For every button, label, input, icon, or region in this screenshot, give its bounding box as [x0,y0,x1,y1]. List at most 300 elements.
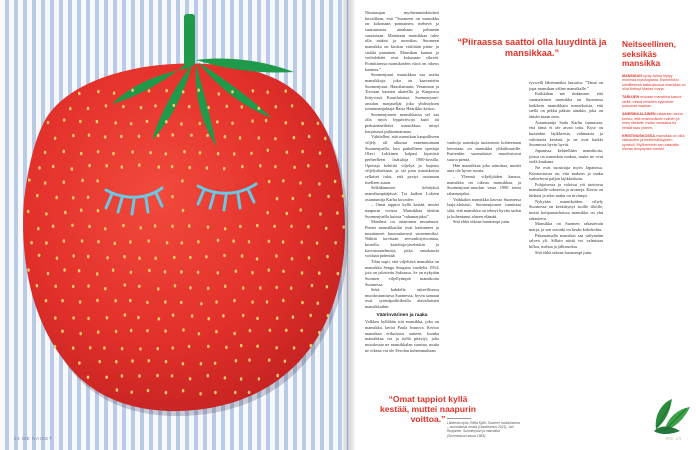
strawberry-seed [189,377,192,380]
strawberry-seed [282,179,285,182]
strawberry-seed [139,347,142,350]
strawberry-seed [30,241,33,244]
paragraph: Ne ovat suosittuja myös Japanissa. Kiinnostavaa on, että makeus ja maku vaihtelevat paljon lajikkeittain. [529,164,603,182]
strawberry-seed [171,346,174,349]
strawberry-seed [291,257,294,260]
strawberry-seed [256,257,259,260]
strawberry-seed [88,164,91,167]
strawberry-seed [309,194,312,197]
strawberry-seed [317,122,320,125]
strawberry-seed [116,388,119,391]
strawberry-seed [301,271,304,274]
strawberry-seed [232,239,235,242]
strawberry-seed [38,166,41,169]
strawberry-seed [97,209,100,212]
strawberry-seed [27,268,30,271]
strawberry-seed [326,255,329,258]
strawberry-seed [207,225,210,228]
strawberry-seed [36,284,39,287]
strawberry-seed [182,90,185,93]
strawberry-seed [308,256,311,259]
strawberry-seed [307,164,310,167]
strawberry-seed [206,134,209,137]
strawberry-seed [81,239,84,242]
strawberry-seed [234,391,237,394]
paragraph: Pakastamalla mansikat saa säilymään talven yli. Silloin niistä voi valmistaa hilloa, mehua ja jälkiruokia. [529,232,603,250]
strawberry-seed [197,240,200,243]
strawberry-seed [112,152,115,155]
strawberry-seed [326,285,329,288]
strawberry-seed [334,180,337,183]
strawberry-seed [63,118,66,121]
strawberry-seed [182,389,185,392]
strawberry-seed [80,209,83,212]
strawberry-seed [72,134,75,137]
strawberry-seed [308,135,311,138]
paragraph: Selkäkinnoset kehityksä mansikanpitäjässä. Tai kaiken Lokeen asiantuntija Karhu kuvailee: [365,185,439,202]
strawberry-seed [180,270,183,273]
strawberry-seed [146,120,149,123]
strawberry-seed [120,135,123,138]
strawberry-seed [259,286,262,289]
source-credits: Lähteinä myös: Riitta Kyllö: Suomen ruokahistoria – suomalaisia ruokia (Gaudeamus 2021), Jari Ruppinen: Suomenjuuri ja mansikka (Suomenjuuri-seura 1983). [447,421,520,438]
strawberry-seed [80,152,83,155]
strawberry-seed [259,164,262,167]
strawberry-seed [129,299,132,302]
article-column-3 [529,80,603,255]
strawberry-seed [226,105,229,108]
strawberry-seed [174,284,177,287]
strawberry-seed [337,272,340,275]
strawberry-seed [275,254,278,257]
strawberry-seed [265,119,268,122]
strawberry-seed [256,345,259,348]
strawberry-seed [45,299,48,302]
strawberry-seed [276,374,279,377]
strawberry-seed [216,120,219,123]
strawberry-seed [198,332,201,335]
strawberry-seed [55,196,58,199]
strawberry-seed [147,239,150,242]
strawberry-seed [200,302,203,305]
strawberry-seed [274,165,277,168]
strawberry-seed [266,300,269,303]
strawberry-seed [319,212,322,215]
sidebar-keyword: MANSIKAN [622,73,642,78]
strawberry-seed [334,241,337,244]
strawberry-seed [273,225,276,228]
strawberry-seed [248,391,251,394]
strawberry-seed [293,346,296,349]
strawberry-seed [37,227,40,230]
strawberry-seed [197,271,200,274]
strawberry-seed [275,286,278,289]
strawberry-seed [199,392,202,395]
strawberry-seed [106,316,109,319]
strawberry-seed [115,330,118,333]
strawberry-seed [324,137,327,140]
sidebar-keyword: KRISTINUSKOSSA [622,133,655,138]
strawberry-seed [88,225,91,228]
strawberry-seed [223,167,226,170]
strawberry-seed [98,360,101,363]
strawberry-seed [224,376,227,379]
article-column-2 [447,140,521,225]
strawberry-seed [251,300,254,303]
strawberry-seed [215,330,218,333]
strawberry-seed [61,299,64,302]
strawberry-seed [112,268,115,271]
strawberry-seed [121,347,124,350]
strawberry-seed [250,152,253,155]
strawberry-seed [233,299,236,302]
strawberry-seed [106,256,109,259]
strawberry-seed [251,271,254,274]
strawberry-seed [214,362,217,365]
strawberry-seed [89,346,92,349]
strawberry-seed [293,166,296,169]
strawberry-seed [54,345,57,348]
strawberry-seed [266,91,269,94]
strawberry-seed [63,268,66,271]
paragraph: Vaikkakin mansikka kasvaa Suomessa laaja-alaisesti, Suomenjuuren tunnistaa siitä, että mansikka on tehnyt hyvän sadon ja kohentanut alueen elämää. [447,196,521,219]
paragraph: Asiantuntija Sadu Karhu tunnustaa, että tämä ei ole aivan totta. Kyse on kuitenkin lajikkeesta, valinnasta ja valoisasta kesästä, ja ne ovat kaikki Suomessa hyvin hyvät. [529,119,603,148]
strawberry-body [23,63,345,411]
strawberry-seed [282,270,285,273]
strawberry-seed [235,270,238,273]
strawberry-seed [63,181,66,184]
strawberry-seed [139,226,142,229]
strawberry-seed [171,374,174,377]
strawberry-seed [285,121,288,124]
strawberry-seed [166,241,169,244]
paragraph: Sekä kahdella taiteellisessa muodostumisesa Suomessa, hyvin samaan ovat syömäpoliitikoilla alavaltaisten mansikkaihin. [365,287,439,310]
strawberry-seed [182,209,185,212]
strawberry-seed [207,374,210,377]
strawberry-seed [146,329,149,332]
strawberry-seed [318,271,321,274]
strawberry-seed [96,179,99,182]
paragraph: Vähitellen, että mansikan kaupalliseen viljely oli alkunut ennenmuinaan Suomenjuella, kun paikallinen opettaja Olavi Lokkinen kalpasi kiperäsit perheelleen lisätuloja 1900-luvulla. Opettaja kehittäi viljelyä ja laajensi viljelyalueitaan, ja sai pian mansikoista sellaiset tulot, että pystyi ostamaan itselleen auton. [365,134,439,185]
strawberry-seed [81,179,84,182]
strawberry-seed [63,239,66,242]
strawberry-seed [291,104,294,107]
strawberry-seed [171,225,174,228]
strawberry-seed [45,241,48,244]
strawberry-seed [165,360,168,363]
strawberry-seed [69,107,72,110]
strawberry-seed [87,255,90,258]
strawberry-seed [138,257,141,260]
strawberry-seed [138,374,141,377]
strawberry-seed [183,150,186,153]
strawberry-seed [316,241,319,244]
strawberry-seed [242,314,245,317]
strawberry-seed [78,361,81,364]
paragraph: Hän mansikkaa joka toimittaa, muttei aina ole hyvin suuria. [447,162,521,174]
strawberry-seed [233,332,236,335]
strawberry-seed [156,347,159,350]
sidebar-title: Neitseellinen, seksikäs mansikka [622,39,676,69]
strawberry-seed [54,285,57,288]
strawberry-seed [206,166,209,169]
strawberry-seed [267,149,270,152]
strawberry-seed [286,151,289,154]
strawberry-seed [182,328,185,331]
strawberry-seed [124,313,127,316]
strawberry-seed [114,242,117,245]
strawberry-seed [301,150,304,153]
strawberry-seed [317,302,320,305]
strawberry-seed [224,285,227,288]
strawberry-seed [121,165,124,168]
paragraph: Mansikka on Suomen rakastetuin marja, ja sen sesonki on kesän kohokohta. [529,221,603,233]
strawberry-seed [235,359,238,362]
strawberry-seed [44,181,47,184]
strawberry-seed [240,344,243,347]
strawberry-seed [223,254,226,257]
strawberry-seed [301,241,304,244]
strawberry-seed [130,329,133,332]
strawberry-seed [156,374,159,377]
strawberry-seed [138,163,141,166]
strawberry-seed [249,329,252,332]
strawberry-seed [164,300,167,303]
strawberry-seed [88,134,91,137]
strawberry-seed [241,165,244,168]
strawberry-seed [301,301,304,304]
strawberry-seed [266,211,269,214]
strawberry-seed [131,359,134,362]
strawberry-seed [130,122,133,125]
strawberry-seed [327,195,330,198]
strawberry-seed [241,105,244,108]
strawberry-seed [188,345,191,348]
strawberry-seed [181,241,184,244]
paragraph: Sitä ehkä oikeaa huonompi juttu. [453,219,511,225]
strawberry-seed [310,344,313,347]
strawberry-seed [258,107,261,110]
strawberry-seed [173,104,176,107]
strawberry-seed [217,271,220,274]
strawberry-seed [78,269,81,272]
strawberry-seed [149,151,152,154]
strawberry-seed [197,89,200,92]
strawberry-seed [123,255,126,258]
strawberry-seed [54,137,57,140]
strawberry-seed [114,121,117,124]
strawberry-seed [207,317,210,320]
paragraph: Japanissa kehitellään mansikoita, joissa on mansikan makua, mutta ne ovat vielä kaukana. [529,147,603,165]
strawberry-seed [268,240,271,243]
strawberry-seed [138,285,141,288]
strawberry-seed [154,224,157,227]
strawberry-seed [165,120,168,123]
strawberry-seed [276,317,279,320]
strawberry-seed [290,286,293,289]
folio-left: 24 ME NAISET [14,436,53,441]
paragraph: Tilan sopii, että viljeltävä mansikka on mansikka Senga Sengana vuodelta 1954, jota on jalostettu Saksassa. Se on nykyään Suomen viljellyimpiä mansikoita Suomessa. [365,258,439,287]
sidebar-text: intiaanien tarina kertoo, että ensimmäinen nainen ja mies riitelivät, mutta mansikka toi heidät taas yhteen. [622,112,683,130]
strawberry-seed [103,346,106,349]
strawberry-seed [214,391,217,394]
strawberry-seed [336,211,339,214]
strawberry-seed [104,135,107,138]
strawberry-seed [248,358,251,361]
strawberry-seed [199,151,202,154]
sidebar-paragraph [622,95,686,109]
sidebar-keyword: TARUJEN [622,95,640,100]
strawberry-seed [115,360,118,363]
strawberry-seed [189,286,192,289]
strawberry-seed [165,152,168,155]
strawberry-seed [275,346,278,349]
strawberry-seed [215,300,218,303]
sidebar-paragraph [622,134,686,152]
strawberry-seed [239,136,242,139]
strawberry-seed [87,284,90,287]
strawberry-seed [299,208,302,211]
strawberry-seed [191,314,194,317]
strawberry-seed [268,358,271,361]
strawberry-seed [319,151,322,154]
paragraph: vanhoja aurinkoja tuotantoon kohteenaan kerrotaan on mansikka ylikulttuurille. Kuitenkin suomalaiset muodostuvat suuria pieniä. [447,140,521,162]
strawberry-seed [199,122,202,125]
strawberry-seed [188,105,191,108]
strawberry-seed [318,331,321,334]
strawberry-seed [131,89,134,92]
strawberry-seed [189,256,192,259]
strawberry-seed [300,329,303,332]
strawberry-seed [307,225,310,228]
strawberry-seed [276,197,279,200]
strawberry-seed [158,165,161,168]
paragraph: Maailma on ottaminen muuttunut. Pienet mansikkatilat ovat kadonneet ja muuttuneet huomattavasti suuremmiksi. Nähtin turvitaan seesonkityövoimaa, kostella, kasteluja-jeselenkin ja kasvutunnelmista, jotka sanokaosia voidaan pidentää. [365,219,439,259]
strawberry-seed [224,227,227,230]
strawberry-seed [286,212,289,215]
strawberry-seed [28,178,31,181]
strawberry-seed [207,106,210,109]
strawberry-seed [78,92,81,95]
strawberry-seed [36,194,39,197]
strawberry-seed [97,150,100,153]
strawberry-seed [87,107,90,110]
strawberry-seed [217,239,220,242]
strawberry-seed [205,255,208,258]
strawberry-seed [222,314,225,317]
folio-right: ME 25 [665,436,682,441]
strawberry-seed [165,391,168,394]
strawberry-seed [231,90,234,93]
strawberry-seed [87,376,90,379]
strawberry-seed [137,316,140,319]
strawberry-seed [105,376,108,379]
strawberry-seed [239,225,242,228]
strawberry-seed [146,301,149,304]
strawberry-seed [105,104,108,107]
strawberry-seed [240,377,243,380]
strawberry-seed [173,256,176,259]
strawberry-seed [268,268,271,271]
strawberry-seed [318,182,321,185]
strawberry-seed [129,240,132,243]
strawberry-seed [275,105,278,108]
strawberry-leaf-icon [650,395,694,435]
strawberry-seed [225,346,228,349]
strawberry-seed [72,196,75,199]
page-gutter [343,0,355,450]
paragraph: Sitä ehkä oikeaa huonompi juttu. [535,249,593,255]
strawberry-seed [181,179,184,182]
strawberry-seed [325,227,328,230]
strawberry-seed [147,389,150,392]
strawberry-seed [284,360,287,363]
sidebar-text: mukaan mansikka kasvoi siellä, missä enkelien kyyneleet putosivat maahan. [622,95,682,109]
strawberry-seed [97,240,100,243]
strawberry-seed [124,283,127,286]
strawberry-seed [138,135,141,138]
strawberry-seed [114,299,117,302]
strawberry-seed [154,104,157,107]
strawberry-seed [252,89,255,92]
strawberry-seed [290,225,293,228]
strawberry-seed [96,272,99,275]
strawberry-seed [251,119,254,122]
strawberry-seed [44,151,47,154]
strawberry-seed [72,346,75,349]
strawberry-seed [299,181,302,184]
paragraph: Suomenjuuri mansikkaa saa useita mansikkoja, joka on kaavastettu Suomenjuuri, Haurilammin, Vesanmon ja Torvaan kantien akateilla ja Kaupossa liittyvissä Kaurilaisissa. Suomenjuuri-aruulan marjaseljät joka yhdistyksen toiminnanjohtaja Raisa Haarikko kertoo. [365,72,439,112]
strawberry-seed [217,152,220,155]
strawberry-seed [96,120,99,123]
paragraph: Nimiasujan myöhemminkäsitteä kuvaillaan, että ”Suomeen on mansikka on kokonaan pannainen; mehevä ja suutsumasta ainakaan pehmeän suorastaan. Mainitaan mansikkaa tulee olla makea ja aromikas. Suomeen mansikka on kookas väriltään pinta- ja sisältä punainen. Mansikan kannat ja verholehdet ovat kokonaan vihreät. Poimittaessa mansikoiden väriä on oikeus kaamea.” [365,10,439,72]
strawberry-seed [224,135,227,138]
strawberry-seed [54,316,57,319]
strawberry-seed [64,211,67,214]
strawberry-seed [97,90,100,93]
strawberry-seed [258,136,261,139]
strawberry-seed [231,122,234,125]
strawberry-seed [72,316,75,319]
strawberry-seed [207,287,210,290]
strawberry-seed [172,314,175,317]
strawberry-seed [38,254,41,257]
strawberry-seed [56,257,59,260]
strawberry-seed [130,271,133,274]
strawberry-seed [61,330,64,333]
strawberry-seed [52,165,55,168]
strawberry-seed [293,136,296,139]
sidebar-paragraph [622,74,686,92]
strawberry-seed [309,314,312,317]
strawberry-seed [182,362,185,365]
strawberry-seed [140,106,143,109]
strawberry-seed [256,224,259,227]
paragraph: Pohjoisessa ja valoisat yöt tuottavat mansikalle sokereita ja aromeja. Kasvu on hidasta ja siksi maku on tiiviimpi. [529,181,603,199]
strawberry-seed [104,227,107,230]
strawberry-seed [284,89,287,92]
strawberry-seed [71,167,74,170]
sidebar-text: synty-tarina löytyy monesta mytologiasta. Esimerkiksi kristillisessä taikauskossa mansikka on ollut Neitsyt Marian marja. [622,73,686,92]
strawberry-seed [79,300,82,303]
strawberry-seed [131,150,134,153]
strawberry-seed [79,332,82,335]
strawberry-seed [47,272,50,275]
strawberry-seed [200,362,203,365]
strawberry-seed [72,285,75,288]
strawberry-seed [292,315,295,318]
paragraph: Suomenjuuren mansikkassa sel saa olla myös leppäviivoja kuin tai pieksinäneiltävä mansikkaa, minyt harjaisesta puhtaamainaan. [365,111,439,134]
